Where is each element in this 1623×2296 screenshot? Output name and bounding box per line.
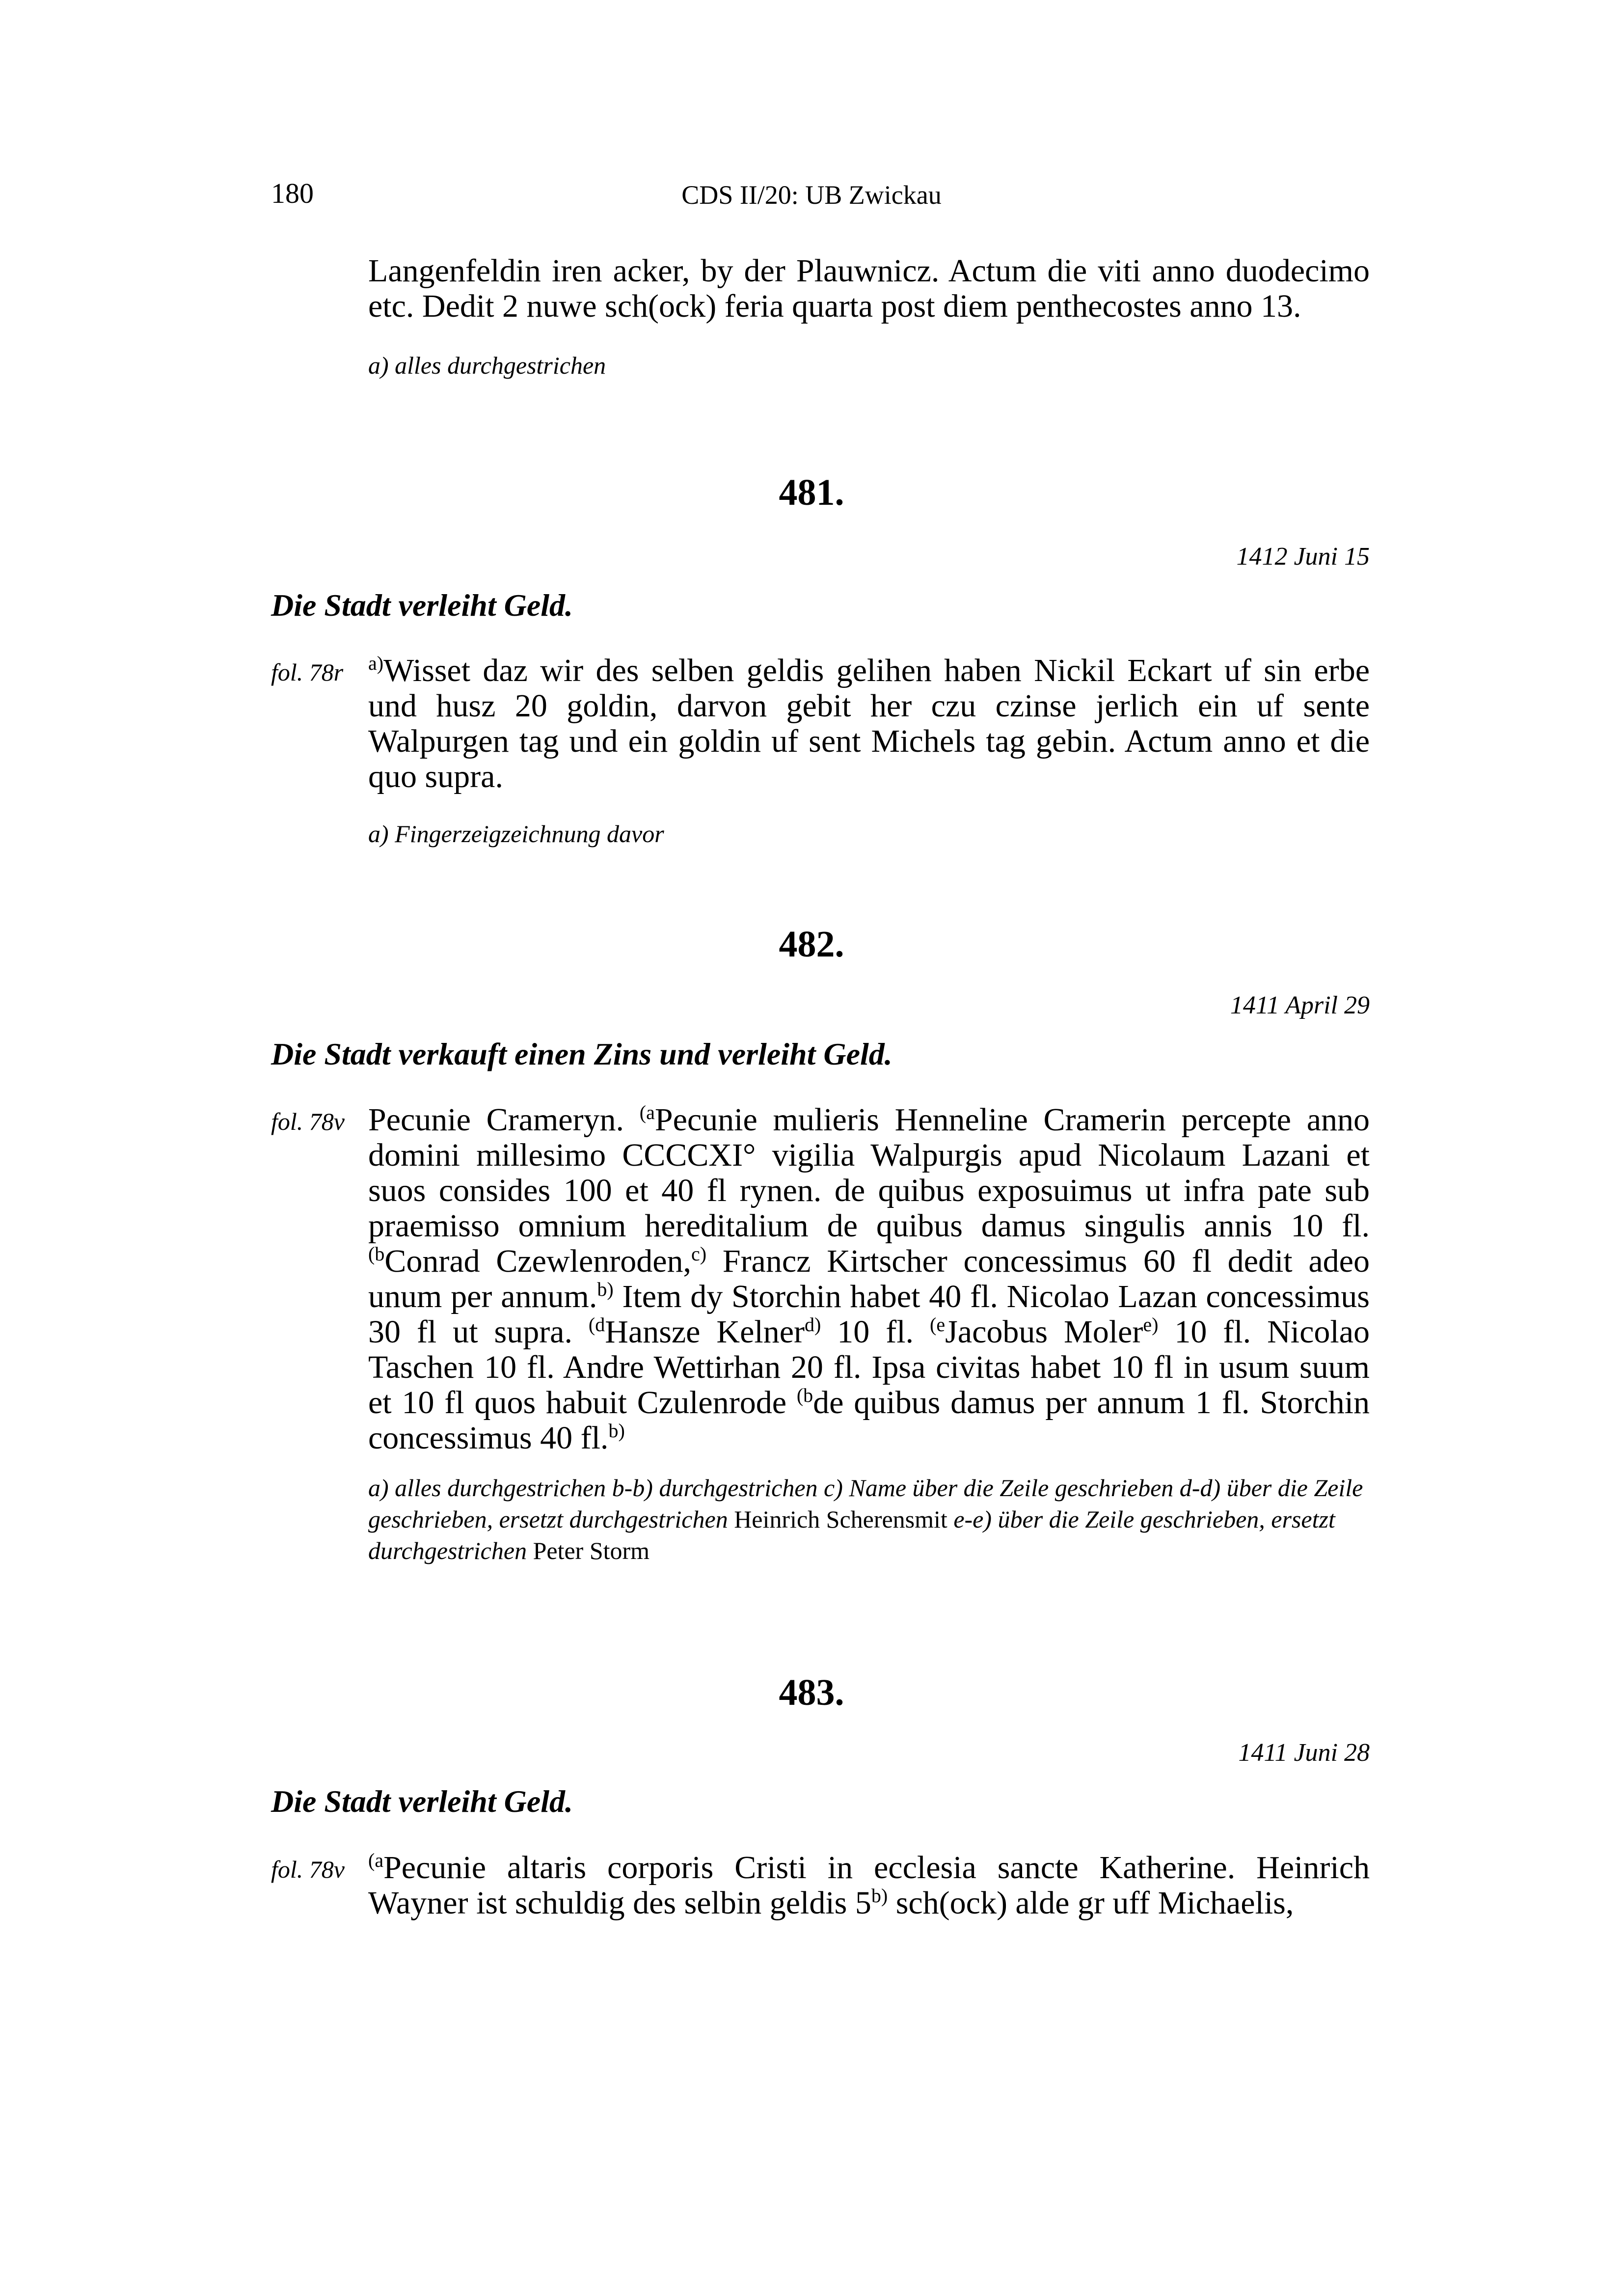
entry-483-number: 483. [779, 1672, 844, 1713]
footnote-marker: (b [368, 1243, 385, 1265]
text-run: de quibus damus per annum 1 fl. Storchin concessimus 40 fl. [368, 1385, 1370, 1456]
footnote-marker: b) [608, 1420, 625, 1442]
entry-481-footnote: a) Fingerzeigzeichnung davor [368, 820, 664, 847]
footnote-marker: (a [639, 1101, 655, 1123]
entry-483-rubric: Die Stadt verleiht Geld. [271, 1784, 573, 1819]
footnote-marker: (b [796, 1384, 813, 1406]
text-run: Jacobus Moler [945, 1314, 1143, 1350]
entry-482-date: 1411 April 29 [1230, 991, 1370, 1019]
footnote-marker: b) [871, 1885, 888, 1907]
footnote-marker: (e [930, 1313, 946, 1336]
entry-483-folio: fol. 78v [271, 1856, 345, 1883]
entry-481-folio: fol. 78r [271, 658, 344, 686]
text-run: Conrad Czewlenroden, [384, 1243, 692, 1279]
footnote-run: e-e) über die Zeile geschrieben, ersetzt durchgestrichen [368, 1505, 1335, 1564]
entry-482-folio: fol. 78v [271, 1108, 345, 1135]
entry-482-text [368, 1102, 1370, 1456]
footnote-run-roman: Peter Storm [533, 1537, 650, 1564]
page-number: 180 [271, 177, 314, 209]
entry-481-paragraph [368, 653, 1370, 794]
text-run: Francz Kirtscher concessimus 60 fl dedit adeo unum per annum. [368, 1243, 1370, 1314]
text-run: Pecunie mulieris Henneline Cramerin percepte anno domini millesimo CCCCXI° vigilia Walpurgis apud Nicolaum Lazani et suos consides 100 et 40 fl rynen. de quibus exposuimus ut infra pate sub praemisso omnium hereditalium de quibus damus singulis annis 10 fl. [368, 1102, 1370, 1244]
footnote-marker: e) [1143, 1313, 1159, 1336]
entry-480-paragraph: Langenfeldin iren acker, by der Plauwnicz. Actum die viti anno duodecimo etc. Dedit 2 nuwe sch(ock) feria quarta post diem penthecostes anno 13. [368, 253, 1370, 324]
entry-481-date: 1412 Juni 15 [1236, 543, 1370, 571]
footnote-marker: c) [691, 1243, 707, 1265]
footnote-marker: a) [368, 652, 384, 674]
entry-480-footnote: a) alles durchgestrichen [368, 352, 606, 379]
entry-483-paragraph [368, 1850, 1370, 1921]
entry-483-text [368, 1850, 1370, 1921]
footnote-marker: (d [588, 1313, 605, 1336]
text-run: Pecunie Crameryn. [368, 1102, 640, 1138]
entry-482-number: 482. [779, 924, 844, 965]
footnote-marker: d) [805, 1313, 821, 1336]
text-run: sch(ock) alde gr uff Michaelis, [888, 1885, 1294, 1921]
entry-481-rubric: Die Stadt verleiht Geld. [271, 588, 573, 623]
entry-482-rubric: Die Stadt verkauft einen Zins und verleiht Geld. [271, 1037, 893, 1071]
entry-481-number: 481. [779, 472, 844, 513]
footnote-run-roman: Heinrich Scherensmit [734, 1505, 947, 1533]
footnote-run: a) alles durchgestrichen b-b) durchgestrichen c) Name über die Zeile geschrieben d-d) über die Zeile geschrieben, ersetzt durchgestrichen [368, 1474, 1363, 1533]
entry-482-footnotes [368, 1472, 1370, 1566]
running-title: CDS II/20: UB Zwickau [681, 180, 942, 210]
text-run: 10 fl. Nicolao Taschen 10 fl. Andre Wettirhan 20 fl. Ipsa civitas habet 10 fl in usum suum et 10 fl quos habuit Czulenrode [368, 1314, 1370, 1421]
text-run: Hansze Kelner [605, 1314, 805, 1350]
entry-481-body: Wisset daz wir des selben geldis gelihen haben Nickil Eckart uf sin erbe und husz 20 goldin, darvon gebit her czu czinse jerlich ein uf sente Walpurgen tag und ein goldin uf sent Michels tag gebin. Actum anno et die quo supra. [368, 653, 1370, 794]
footnote-marker: (a [368, 1849, 384, 1871]
entry-480-text [368, 253, 1370, 324]
entry-481-text [368, 653, 1370, 794]
text-run: Item dy Storchin habet 40 fl. Nicolao Lazan concessimus 30 fl ut supra. [368, 1279, 1370, 1350]
entry-483-date: 1411 Juni 28 [1238, 1739, 1370, 1767]
entry-482-paragraph [368, 1102, 1370, 1456]
footnote-marker: b) [597, 1278, 614, 1300]
text-run: Pecunie altaris corporis Cristi in ecclesia sancte Katherine. Heinrich Wayner ist schuldig des selbin geldis 5 [368, 1850, 1370, 1921]
text-run: 10 fl. [821, 1314, 930, 1350]
